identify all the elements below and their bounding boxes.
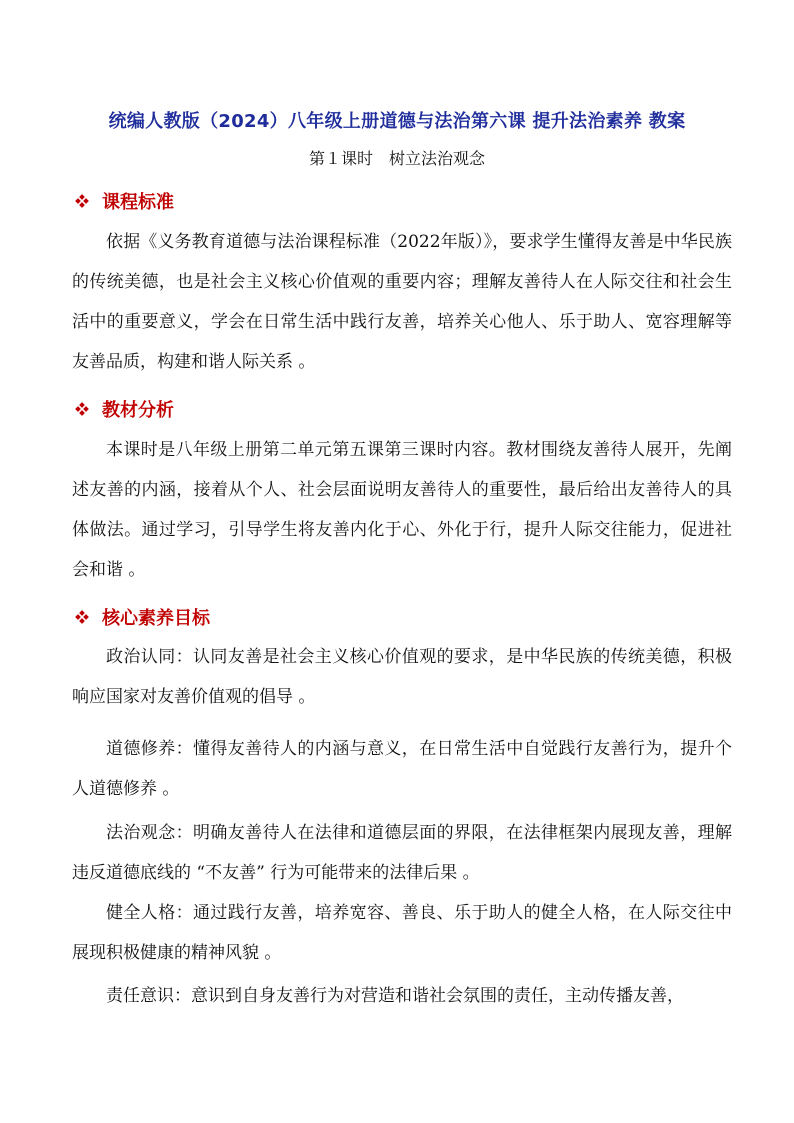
section-heading-textbook-analysis — [76, 396, 174, 422]
four-diamond-bullet-icon — [76, 611, 88, 623]
paragraph: 依据《义务教育道德与法治课程标准（2022年版）》，要求学生懂得友善是中华民族的传统美德，也是社会主义核心价值观的重要内容；理解友善待人在人际交往和社会生活中的重要意义，学会在日常生活中践行友善，培养关心他人、乐于助人、宽容理解等友善品质，构建和谐人际关系 。 — [72, 232, 732, 372]
four-diamond-bullet-icon — [76, 403, 88, 415]
document-title: 统编人教版（2024）八年级上册道德与法治第六课 提升法治素养 教案 — [108, 111, 686, 132]
paragraph-sense-of-responsibility: 责任意识：意识到自身友善行为对营造和谐社会氛围的责任，主动传播友善， — [106, 986, 684, 1006]
section-heading-core-literacy-goals — [76, 604, 210, 630]
section-heading-curriculum-standard — [76, 188, 174, 214]
paragraph-political-identity: 政治认同：认同友善是社会主义核心价值观的要求，是中华民族的传统美德，积极响应国家对友善价值观的倡导 。 — [72, 647, 732, 707]
section-heading-label: 核心素养目标 — [102, 608, 210, 629]
section-heading-label: 课程标准 — [102, 192, 174, 213]
paragraph-sound-personality: 健全人格：通过践行友善，培养宽容、善良、乐于助人的健全人格，在人际交往中展现积极健康的精神风貌 。 — [72, 903, 732, 963]
section-heading-label: 教材分析 — [102, 400, 174, 421]
paragraph-rule-of-law: 法治观念：明确友善待人在法律和道德层面的界限，在法律框架内展现友善，理解违反道德底线的 “不友善” 行为可能带来的法律后果 。 — [72, 823, 732, 883]
paragraph: 本课时是八年级上册第二单元第五课第三课时内容。教材围绕友善待人展开，先阐述友善的内涵，接着从个人、社会层面说明友善待人的重要性，最后给出友善待人的具体做法。通过学习，引导学生将友善内化于心、外化于行，提升人际交往能力，促进社会和谐 。 — [72, 440, 732, 580]
paragraph-moral-cultivation: 道德修养：懂得友善待人的内涵与意义，在日常生活中自觉践行友善行为，提升个人道德修养 。 — [72, 739, 732, 799]
document-subtitle: 第１课时 树立法治观念 — [308, 149, 485, 168]
four-diamond-bullet-icon — [76, 195, 88, 207]
